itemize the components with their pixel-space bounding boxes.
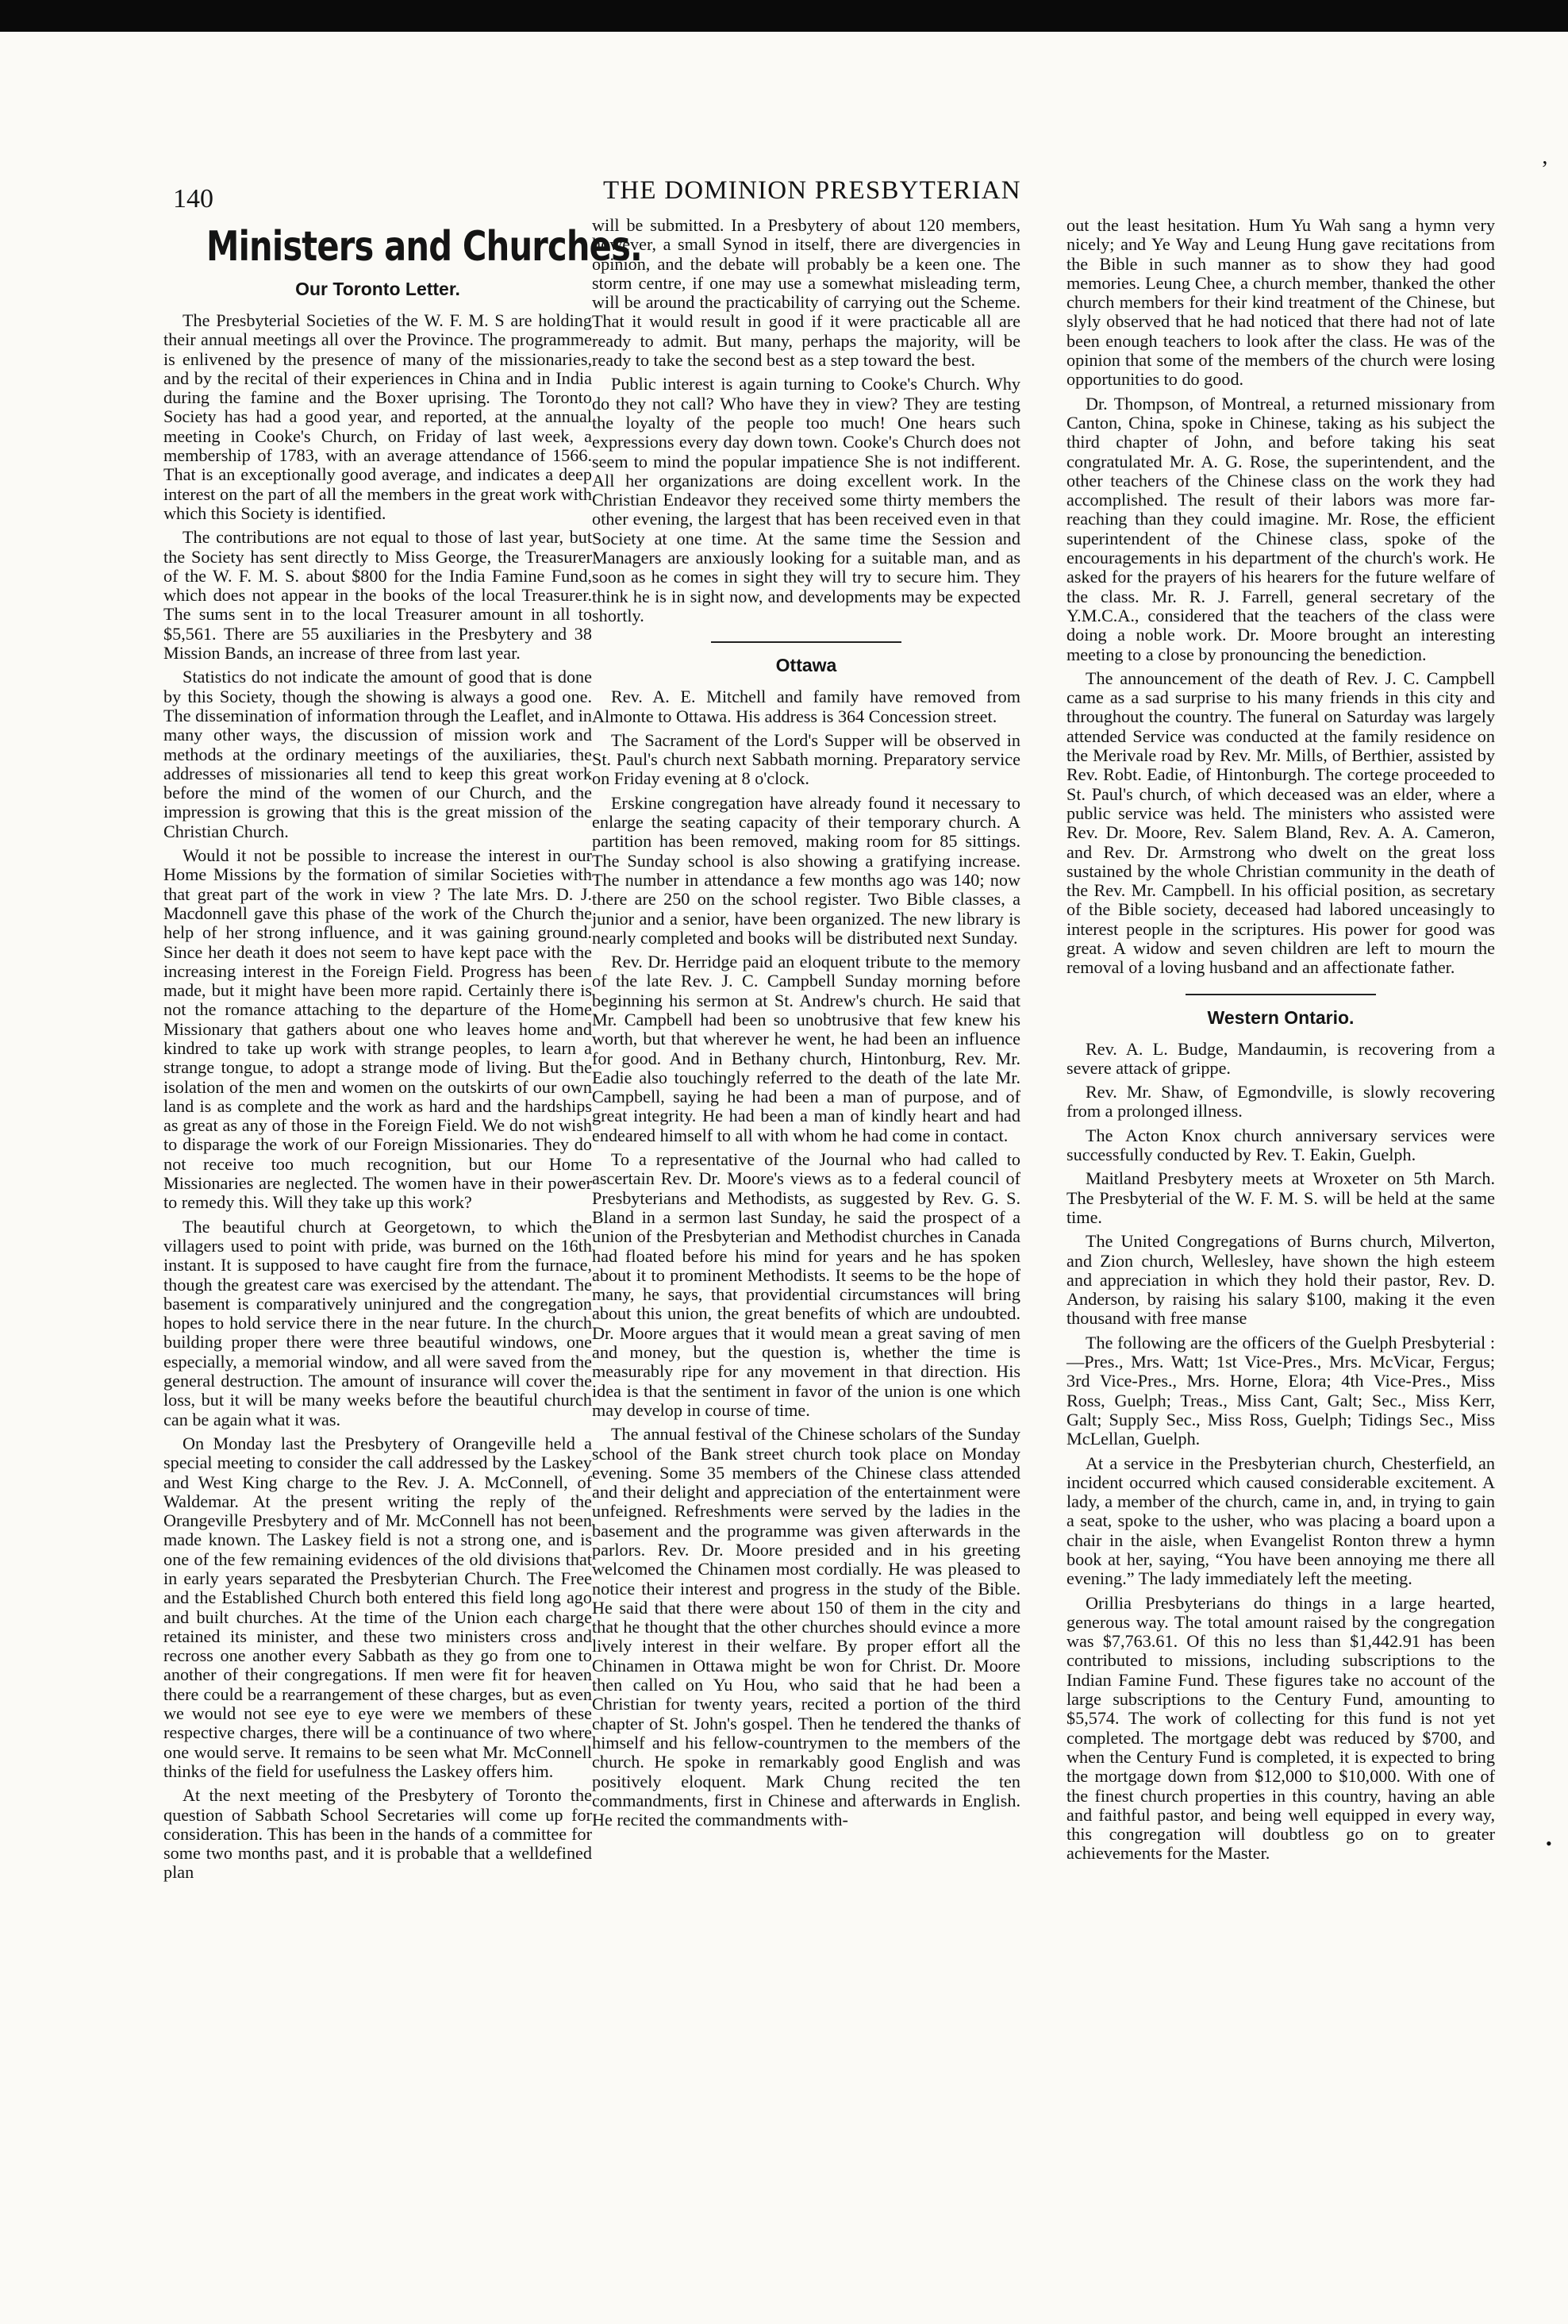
scan-mark: • <box>1546 1833 1552 1853</box>
section-divider <box>1186 994 1376 995</box>
article-paragraph: The annual festival of the Chinese scholars of the Sunday school of the Bank street church took place on Monday evening. Some 35 members of the Chinese class attended and their delight and appreciation of the entertainment were unfeigned. Refreshments were served by the ladies in the basement and the programme was given afterwards in the parlors. Rev. Dr. Moore presided and in his greeting welcomed the Chinamen most cordially. He was pleased to notice their interest and progress in the study of the Bible. He said that there were about 150 of them in the city and that he thought that the other churches should evince a more lively interest in their welfare. By proper effort all the Chinamen in Ottawa might be won for Christ. Dr. Moore then called on Yu Hou, who said that he had been a Christian for twenty years, recited a portion of the third chapter of St. John's gospel. Then he tendered the thanks of himself and his fellow-countrymen to the members of the church. He spoke in remarkably good English and was positively eloquent. Mark Chung recited the ten commandments, first in Chinese and afterwards in English. He recited the commandments with- <box>592 1424 1020 1830</box>
article-paragraph: The following are the officers of the Guelph Presbyterial :—Pres., Mrs. Watt; 1st Vice-Pres., Mrs. McVicar, Fergus; 3rd Vice-Pres., Mrs. Horne, Elora; 4th Vice-Pres., Miss Ross, Guelph; Treas., Miss Cant, Galt; Sec., Miss Kerr, Galt; Supply Sec., Miss Ross, Guelph; Tidings Sec., Miss McLellan, Guelph. <box>1066 1332 1495 1449</box>
article-paragraph: Maitland Presbytery meets at Wroxeter on 5th March. The Presbyterial of the W. F. M. S. will be held at the same time. <box>1066 1168 1495 1227</box>
article-paragraph: The United Congregations of Burns church, Milverton, and Zion church, Wellesley, have shown the high esteem and appreciation in which they hold their pastor, Rev. D. Anderson, by raising his salary $100, making it the even thousand with free manse <box>1066 1231 1495 1329</box>
article-paragraph: Rev. A. L. Budge, Mandaumin, is recovering from a severe attack of grippe. <box>1066 1038 1495 1078</box>
toronto-heading: Our Toronto Letter. <box>295 279 460 299</box>
column-3 <box>1066 216 1495 1868</box>
column-2 <box>592 216 1020 1834</box>
article-paragraph: Rev. A. E. Mitchell and family have removed from Almonte to Ottawa. His address is 364 Concession street. <box>592 687 1020 726</box>
article-paragraph: Erskine congregation have already found it necessary to enlarge the seating capacity of their temporary church. A partition has been removed, making room for 85 sittings. The Sunday school is also showing a gratifying increase. The number in attendance a few months ago was 140; now there are 250 on the school register. Two Bible classes, a junior and a senior, have been organized. The new library is nearly completed and books will be distributed next Sunday. <box>592 792 1020 948</box>
running-title: THE DOMINION PRESBYTERIAN <box>603 176 1021 205</box>
scan-mark: ’ <box>1541 157 1549 182</box>
column-1 <box>163 216 643 1887</box>
article-paragraph: The Presbyterial Societies of the W. F. M. S are holding their annual meetings all over the Province. The programme is enlivened by the presence of many of the missionaries, and by the recital of their experiences in China and in India during the famine and the Boxer uprising. The Toronto Society has had a good year, and reported, at the annual meeting in Cooke's Church, on Friday of last week, a membership of 1783, with an average attendance of 1566. That is an exceptionally good average, and indicates a deep interest on the part of all the members in the great work with which this Society is identified. <box>163 310 592 523</box>
article-paragraph: At the next meeting of the Presbytery of Toronto the question of Sabbath School Secretaries will come up for consideration. This has been in the hands of a committee for some two months past, and it is probable that a welldefined plan <box>163 1785 592 1883</box>
western-ontario-heading: Western Ontario. <box>1207 1006 1355 1028</box>
article-paragraph: At a service in the Presbyterian church, Chesterfield, an incident occurred which caused considerable excitement. A lady, a member of the church, came in, and, in trying to gain a seat, spoke to the usher, who was placing a board upon a chair in the aisle, when Evangelist Ronton threw a hymn book at her, saying, “You have been annoying me there all evening.” The lady immediately left the meeting. <box>1066 1452 1495 1589</box>
page-number: 140 <box>173 184 213 214</box>
article-paragraph: Orillia Presbyterians do things in a large hearted, generous way. The total amount raised by the congregation was $7,763.61. Of this no less than $1,442.91 has been contributed to missions, including subscriptions to the Indian Famine Fund. These figures take no account of the large subscriptions to the Century Fund, amounting to $5,574. The work of collecting for this fund is not yet completed. The mortgage debt was reduced by $700, and when the Century Fund is completed, it is expected to bring the mortgage down from $12,000 to $10,000. With one of the finest church properties in this country, having an able and faithful pastor, and being well equipped in every way, this congregation will doubtless go on to greater achievements for the Master. <box>1066 1592 1495 1864</box>
article-paragraph: out the least hesitation. Hum Yu Wah sang a hymn very nicely; and Ye Way and Leung Hung gave recitations from the Bible in such manner as to show they had good memories. Leung Chee, a church member, thanked the other church members for their kind treatment of the Chinese, but slyly observed that he had noticed that there had not of late been enough teachers to look after the class. He was of the opinion that some of the members of the church were losing opportunities to do good. <box>1066 215 1495 390</box>
article-paragraph: On Monday last the Presbytery of Orangeville held a special meeting to consider the call addressed by the Laskey and West King charge to the Rev. J. A. McConnell, of Waldemar. At the present writing the reply of the Orangeville Presbytery and of Mr. McConnell has not been made known. The Laskey field is not a strong one, and is one of the few remaining evidences of the old divisions that in early years separated the Presbyterian Church. The Free and the Established Church both entered this field long ago and built churches. At the time of the Union each charge retained its minister, and these two ministers cross and recross one another every Sabbath as they go from one to another of their congregations. If men were fit for heaven there could be a rearrangement of these charges, but as even we would not see eye to eye were we members of these respective charges, there will be a continuance of two where one would serve. It remains to be seen what Mr. McConnell thinks of the field for usefulness the Laskey offers him. <box>163 1433 592 1781</box>
section-divider <box>711 641 901 643</box>
ottawa-heading: Ottawa <box>775 655 837 676</box>
article-paragraph: The Sacrament of the Lord's Supper will be observed in St. Paul's church next Sabbath morning. Preparatory service on Friday evening at 8 o'clock. <box>592 729 1020 789</box>
article-paragraph: will be submitted. In a Presbytery of about 120 members, however, a small Synod in itself, there are divergencies in opinion, and the debate will probably be a keen one. The storm centre, if one may use a somewhat misleading term, will be around the practicability of carrying out the Scheme. That it would result in good if it were practicable all are ready to admit. But many, perhaps the majority, will be ready to take the second best as a step toward the best. <box>592 215 1020 371</box>
article-paragraph: Would it not be possible to increase the interest in our Home Missions by the formation of similar Societies with that great part of the work in view ? The late Mrs. D. J. Macdonnell gave this phase of the work of the Church the help of her strong influence, and it was gaining ground. Since her death it does not seem to have kept pace with the increasing interest in the Foreign Field. Progress has been made, but it might have been more rapid. Certainly there is not the romance attaching to the departure of the Home Missionary that gathers about one who leaves home and kindred to take up work with strange peoples, to learn a strange tongue, to adopt a strange mode of living. But the isolation of the men and women on the outskirts of our own land is as complete and the work as hard and the hardships as great as any of those in the Foreign Field. We do not wish to disparage the work of our Foreign Missionaries. They do not receive too much recognition, but our Home Missionaries are neglected. The women have in their power to remedy this. Will they take up this work? <box>163 845 592 1213</box>
article-paragraph: Dr. Thompson, of Montreal, a returned missionary from Canton, China, spoke in Chinese, taking as his subject the third chapter of John, and before taking his seat congratulated Mr. A. G. Rose, the superintendent, and the other teachers of the Chinese class on the work they had accomplished. The result of their labors was more far-reaching than they could imagine. Mr. Rose, the efficient superintendent of the Chinese class, spoke of the encouragements in his department of the church's work. He asked for the prayers of his hearers for the future welfare of the class. Mr. R. J. Farrell, general secretary of the Y.M.C.A., considered that the teachers of the class were doing a noble work. Dr. Moore brought an interesting meeting to a close by pronouncing the benediction. <box>1066 393 1495 664</box>
article-paragraph: Public interest is again turning to Cooke's Church. Why do they not call? Who have they in view? They are testing the loyalty of the people too much! One hears such expressions every day down town. Cooke's Church does not seem to mind the popular impatience She is not indifferent. All her organizations are doing excellent work. In the Christian Endeavor they received some thirty members the other evening, the largest that has been received even in that Society at one time. At the same time the Session and Managers are anxiously looking for a suitable man, and as soon as he comes in sight they will try to secure him. They think he is in sight now, and developments may be expected shortly. <box>592 374 1020 625</box>
scan-top-border <box>0 0 1568 32</box>
article-paragraph: The contributions are not equal to those of last year, but the Society has sent directly to Miss George, the Treasurer of the W. F. M. S. about $800 for the India Famine Fund, which does not appear in the books of the local Treasurer. The sums sent in to the local Treasurer amount in all to $5,561. There are 55 auxiliaries in the Presbytery and 38 Mission Bands, an increase of three from last year. <box>163 527 592 664</box>
article-paragraph: To a representative of the Journal who had called to ascertain Rev. Dr. Moore's views as to a federal council of Presbyterians and Methodists, as suggested by Rev. G. S. Bland in a sermon last Sunday, he said the prospect of a union of the Presbyterian and Methodist churches in Canada had floated before his mind for years and he has spoken about it to prominent Methodists. It seems to be the hope of many, he says, that providential circumstances will bring about this union, the great benefits of which are undoubted. Dr. Moore argues that it would mean a great saving of men and money, but the question is, whether the time is measurably ripe for any movement in that direction. His idea is that the sentiment in favor of the union is one which may develop in course of time. <box>592 1149 1020 1420</box>
article-paragraph: Rev. Dr. Herridge paid an eloquent tribute to the memory of the late Rev. J. C. Campbell Sunday morning before beginning his sermon at St. Andrew's church. He said that Mr. Campbell had been so unobtrusive that few knew his worth, but that wherever he went, he had been an influence for good. And in Bethany church, Hintonburg, Rev. Mr. Eadie also touchingly referred to the death of the late Mr. Campbell, saying he had been a man of purpose, and of great integrity. He had been a man of kindly heart and had endeared himself to all with whom he had come in contact. <box>592 952 1020 1145</box>
article-paragraph: The beautiful church at Georgetown, to which the villagers used to point with pride, was burned on the 16th instant. It is supposed to have caught fire from the furnace, though the greatest care was exercised by the attendant. The basement is comparatively uninjured and the congregation hopes to hold service there in the near future. In the church building proper there were three beautiful windows, one especially, a memorial window, and all were saved from the general destruction. The amount of insurance will cover the loss, but it will be many weeks before the beautiful church can be again what it was. <box>163 1216 592 1429</box>
article-paragraph: The announcement of the death of Rev. J. C. Campbell came as a sad surprise to his many friends in this city and throughout the country. The funeral on Saturday was largely attended Service was conducted at the family residence on the Merivale road by Rev. Mr. Mills, of Berthier, assisted by Rev. Robt. Eadie, of Hintonburgh. The cortege proceeded to St. Paul's church, of which deceased was an elder, where a public service was held. The ministers who assisted were Rev. Dr. Moore, Rev. Salem Bland, Rev. A. A. Cameron, and Rev. Dr. Armstrong who dwelt on the great loss sustained by the whole Christian community in the death of the Rev. Mr. Campbell. In his official position, as secretary of the Bible society, deceased had labored unceasingly to interest people in the scriptures. His power for good was great. A widow and seven children are left to mourn the removal of a loving husband and an affectionate father. <box>1066 668 1495 978</box>
article-paragraph: The Acton Knox church anniversary services were successfully conducted by Rev. T. Eakin, Guelph. <box>1066 1125 1495 1165</box>
article-paragraph: Statistics do not indicate the amount of good that is done by this Society, though the showing is always a good one. The dissemination of information through the Leaflet, and in many other ways, the discussion of mission work and methods at the ordinary meetings of the auxiliaries, the addresses of missionaries all tend to keep this great work before the mind of the women of our Church, and the impression is growing that this is the great mission of the Christian Church. <box>163 667 592 841</box>
article-paragraph: Rev. Mr. Shaw, of Egmondville, is slowly recovering from a prolonged illness. <box>1066 1082 1495 1122</box>
section-title: Ministers and Churches. <box>206 223 643 271</box>
